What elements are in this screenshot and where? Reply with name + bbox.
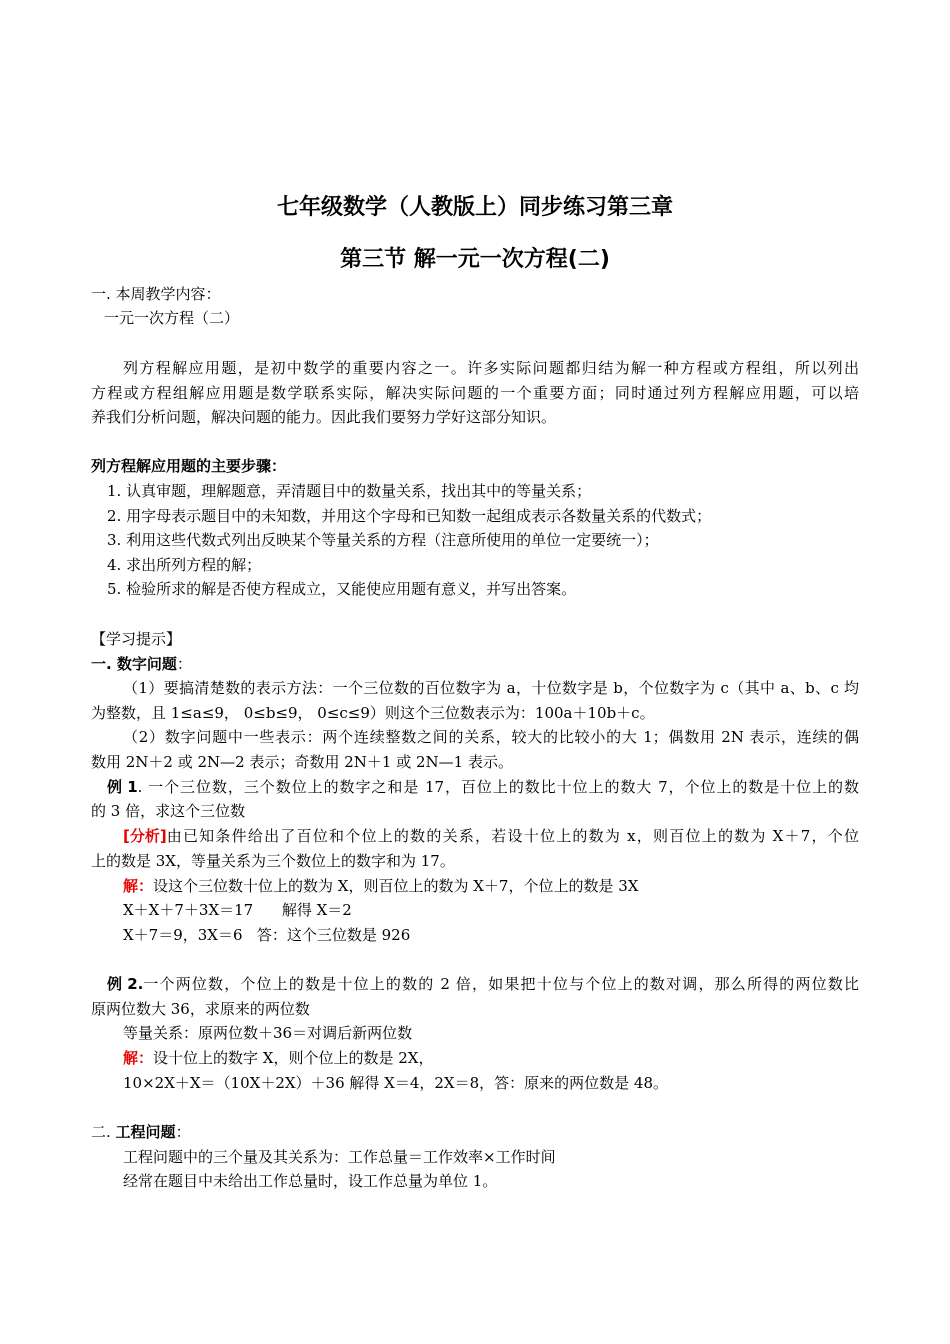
step-item: 3. 利用这些代数式列出反映某个等量关系的方程（注意所使用的单位一定要统一）； [107,531,659,549]
tips-heading: 【学习提示】 [91,630,182,648]
example2-label: 例 2. [107,975,144,993]
step-item: 5. 检验所求的解是否使方程成立，又能使应用题有意义，并写出答案。 [107,580,577,598]
part2-heading [91,1121,191,1143]
part2-line2: 经常在题目中未给出工作总量时，设工作总量为单位 1。 [123,1172,498,1190]
solution2-line2: 10×2X＋X＝（10X＋2X）＋36 解得 X＝4，2X＝8，答：原来的两位数是 48。 [123,1074,669,1092]
example2-text: 一个两位数，个位上的数是十位上的数的 2 倍，如果把十位与个位上的数对调，那么所得的两位数比 [143,975,859,993]
example2-line2: 原两位数大 36，求原来的两位数 [91,1000,310,1018]
solution1-text: 设这个三位数十位上的数为 X，则百位上的数为 X＋7，个位上的数是 3X [153,877,639,895]
analysis-label: [分析] [123,827,167,845]
intro-line-3: 养我们分析问题，解决问题的能力。因此我们要努力学好这部分知识。 [91,408,557,426]
example1-line2: 的 3 倍，求这个三位数 [91,802,246,820]
solution2-line1 [123,1047,433,1069]
example1-line1 [107,776,859,798]
intro-line-1: 列方程解应用题，是初中数学的重要内容之一。许多实际问题都归结为解一种方程或方程组，所以列出 [123,359,859,377]
solution-label: 解： [123,877,154,895]
analysis-line1 [123,825,859,847]
intro-line-2: 方程或方程组解应用题是数学联系实际，解决实际问题的一个重要方面；同时通过列方程解应用题，可以培 [91,384,859,402]
part1-heading [91,653,192,675]
solution1-line2: X＋X＋7＋3X＝17 解得 X＝2 [123,901,352,919]
solution1-line3: X＋7＝9，3X＝6 答：这个三位数是 926 [123,926,411,944]
part1-heading-text: 一. 数字问题 [91,655,177,673]
analysis-line2: 上的数是 3X，等量关系为三个数位上的数字和为 17。 [91,852,455,870]
document-title: 七年级数学（人教版上）同步练习第三章 [276,195,673,220]
step-item: 4. 求出所列方程的解； [107,556,262,574]
part2-heading-text: 工程问题 [115,1123,176,1141]
step-item: 2. 用字母表示题目中的未知数，并用这个字母和已知数一起组成表示各数量关系的代数式； [107,507,712,525]
part2-line1: 工程问题中的三个量及其关系为：工作总量＝工作效率×工作时间 [123,1148,556,1166]
weekly-topic: 一元一次方程（二） [104,309,240,327]
solution2-text: 设十位上的数字 X，则个位上的数是 2X， [153,1049,434,1067]
steps-heading: 列方程解应用题的主要步骤： [91,457,287,475]
part1-para1-line2: 为整数，且 1≤a≤9， 0≤b≤9， 0≤c≤9）则这个三位数表示为：100a＋10b＋c。 [91,704,655,722]
part1-para1-line1: （1）要搞清楚数的表示方法：一个三位数的百位数字为 a，十位数字是 b，个位数字为 c（其中 a、b、c 均 [123,679,859,697]
analysis-text: 由已知条件给出了百位和个位上的数的关系，若设十位上的数为 x，则百位上的数为 X＋7，个位 [166,827,859,845]
part2-heading-colon: ： [175,1123,191,1141]
part2-heading-prefix: 二. [91,1123,116,1141]
document-subtitle: 第三节 解一元一次方程(二) [340,247,610,272]
example2-line1 [107,973,859,995]
section-heading-weekly: 一. 本周教学内容： [91,285,221,303]
example2-relation: 等量关系：原两位数＋36＝对调后新两位数 [123,1024,413,1042]
part1-para2-line1: （2）数字问题中一些表示：两个连续整数之间的关系，较大的比较小的大 1；偶数用 2N 表示，连续的偶 [123,728,859,746]
solution1-line1 [123,875,638,897]
part1-para2-line2: 数用 2N＋2 或 2N—2 表示；奇数用 2N＋1 或 2N—1 表示。 [91,753,513,771]
solution-label: 解： [123,1049,154,1067]
step-item: 1. 认真审题，理解题意，弄清题目中的数量关系，找出其中的等量关系； [107,482,592,500]
example1-text: . 一个三位数，三个数位上的数字之和是 17，百位上的数比十位上的数大 7，个位上的数是十位上的数 [137,778,859,796]
example1-label: 例 1 [107,778,138,796]
part1-heading-colon: ： [176,655,192,673]
